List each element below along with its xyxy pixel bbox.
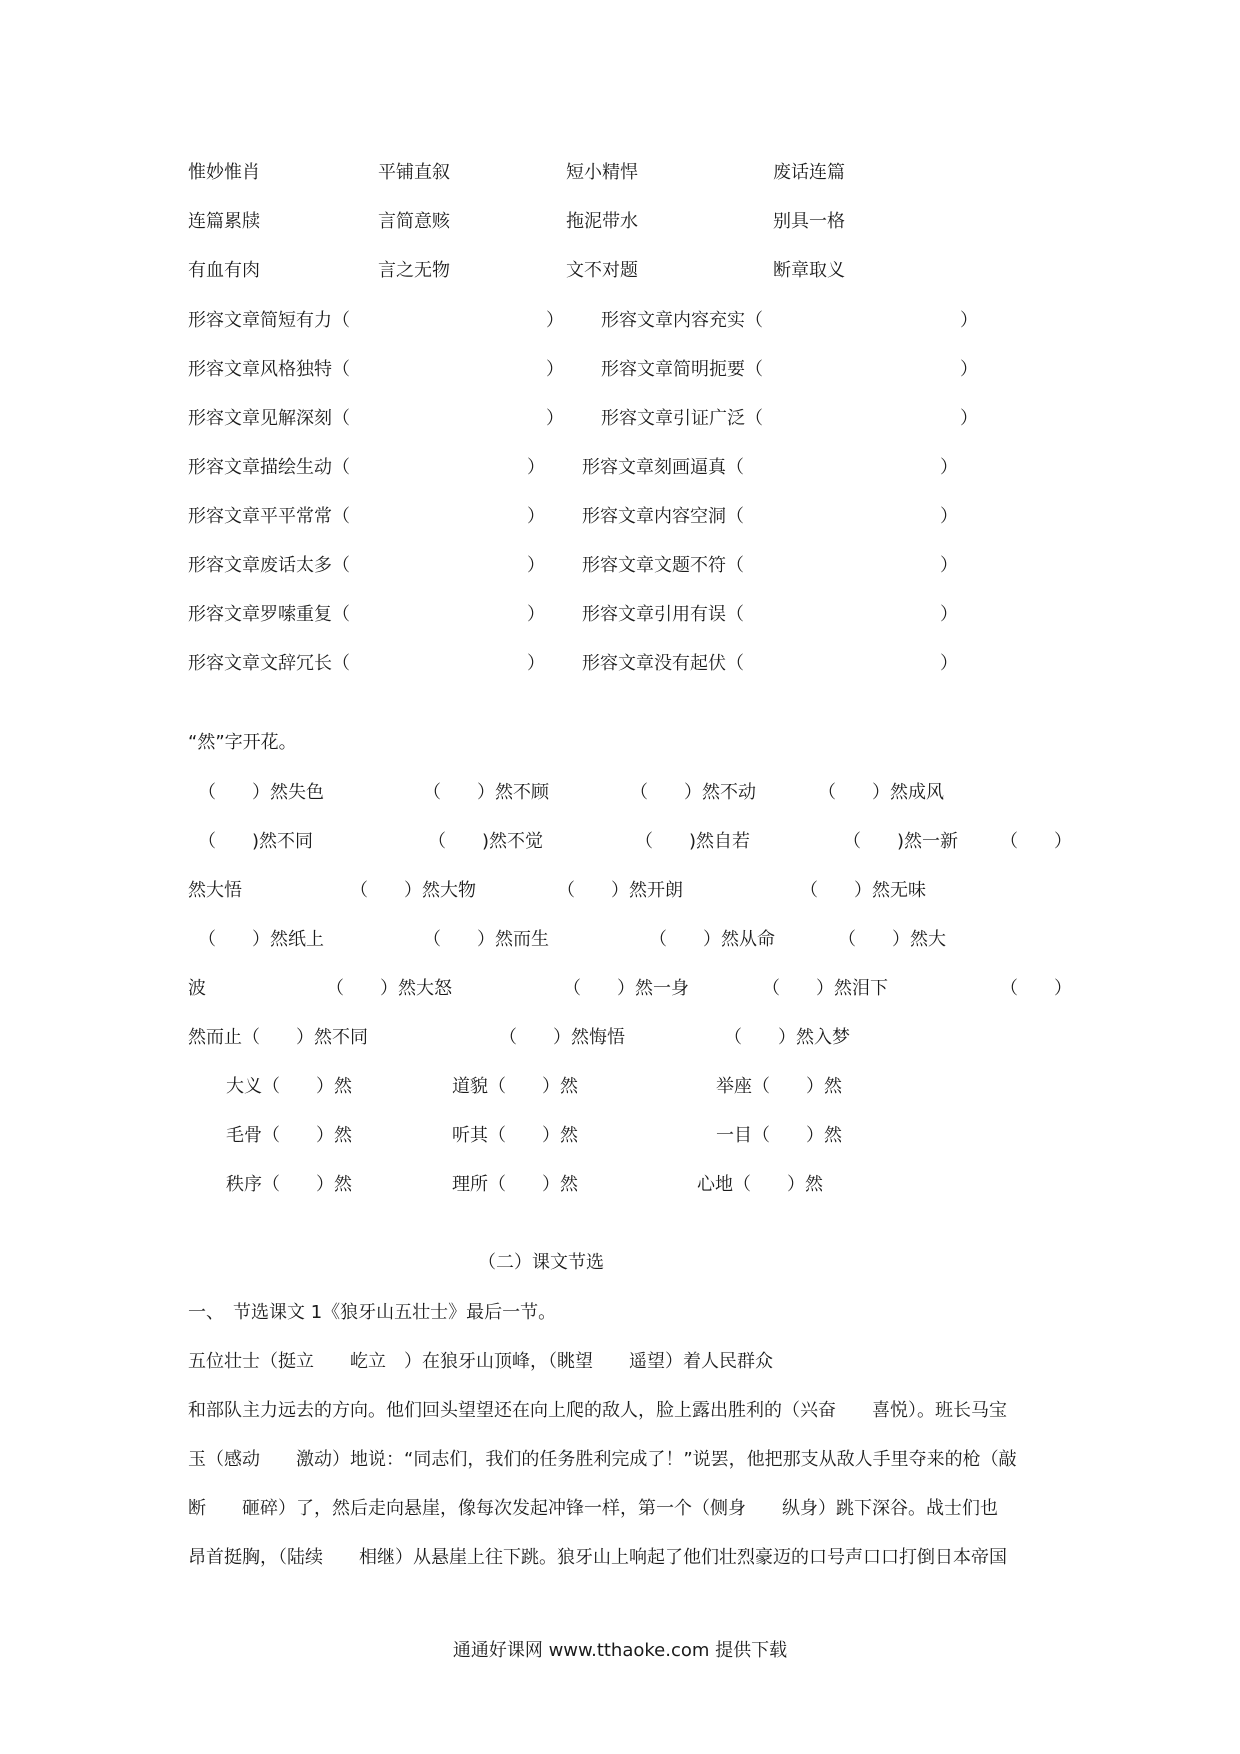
question-prompt: 形容文章文题不符（ (582, 555, 744, 576)
answer-blank-close[interactable]: ） (940, 555, 958, 576)
question-prompt: 形容文章内容充实（ (601, 310, 763, 331)
excerpt-line-5: 昂首挺胸，（陆续 相继）从悬崖上往下跳。狼牙山上响起了他们壮烈豪迈的口号声口口打倒日本帝国 (188, 1547, 1007, 1568)
question-prompt: 形容文章简短有力（ (188, 310, 350, 331)
fill-item[interactable]: （ )然不觉 (428, 831, 544, 852)
fill-item[interactable]: （ ）然无味 (800, 880, 926, 901)
fill-item[interactable]: 一目（ ）然 (716, 1125, 842, 1146)
question-prompt: 形容文章见解深刻（ (188, 408, 350, 429)
idiom-2-3: 拖泥带水 (566, 211, 638, 232)
fill-item[interactable]: （ ）然开朗 (557, 880, 683, 901)
page-footer: 通通好课网 www.tthaoke.com 提供下载 (452, 1640, 788, 1661)
question-prompt: 形容文章简明扼要（ (601, 359, 763, 380)
idiom-3-2: 言之无物 (378, 260, 450, 281)
fill-item[interactable]: （ ）然大物 (350, 880, 476, 901)
question-prompt: 形容文章描绘生动（ (188, 457, 350, 478)
fill-item[interactable]: （ ）然一身 (563, 978, 689, 999)
excerpt-line-4: 断 砸碎）了，然后走向悬崖，像每次发起冲锋一样，第一个（侧身 纵身）跳下深谷。战士们也 (188, 1498, 998, 1519)
answer-blank-close[interactable]: ） (546, 408, 564, 429)
fill-item[interactable]: （ ）然不动 (630, 782, 756, 803)
fill-item[interactable]: （ ）然而生 (423, 929, 549, 950)
fill-item[interactable]: （ ）然大 (838, 929, 946, 950)
answer-blank-close[interactable]: ） (527, 555, 545, 576)
answer-blank-close[interactable]: ） (940, 604, 958, 625)
excerpt-line-2: 和部队主力远去的方向。他们回头望望还在向上爬的敌人，脸上露出胜利的（兴奋 喜悦）。班长马宝 (188, 1400, 1007, 1421)
answer-blank-close[interactable]: ） (527, 604, 545, 625)
excerpt-line-1: 五位壮士（挺立 屹立 ）在狼牙山顶峰，（眺望 遥望）着人民群众 (188, 1351, 773, 1372)
fill-item[interactable]: 心地（ ）然 (697, 1174, 823, 1195)
fill-item: 然大悟 (188, 880, 242, 901)
fill-item[interactable]: （ ）然从命 (649, 929, 775, 950)
idiom-1-2: 平铺直叙 (378, 162, 450, 183)
fill-item[interactable]: 理所（ ）然 (452, 1174, 578, 1195)
question-prompt: 形容文章引证广泛（ (601, 408, 763, 429)
idiom-1-4: 废话连篇 (773, 162, 845, 183)
fill-item[interactable]: （ ）然失色 (198, 782, 324, 803)
fill-item[interactable]: 听其（ ）然 (452, 1125, 578, 1146)
fill-item[interactable]: 道貌（ ）然 (452, 1076, 578, 1097)
fill-item[interactable]: （ ） (1000, 831, 1072, 852)
answer-blank-close[interactable]: ） (527, 457, 545, 478)
question-prompt: 形容文章文辞冗长（ (188, 653, 350, 674)
answer-blank-close[interactable]: ） (940, 457, 958, 478)
fill-item[interactable]: 举座（ ）然 (716, 1076, 842, 1097)
question-prompt: 形容文章内容空洞（ (582, 506, 744, 527)
idiom-1-3: 短小精悍 (566, 162, 638, 183)
fill-item[interactable]: （ ）然大怒 (326, 978, 452, 999)
idiom-3-3: 文不对题 (566, 260, 638, 281)
fill-item[interactable]: （ ）然泪下 (762, 978, 888, 999)
question-prompt: 形容文章没有起伏（ (582, 653, 744, 674)
section-heading: （二）课文节选 (478, 1252, 604, 1273)
exercise-item: 一、 节选课文 1《狼牙山五壮士》最后一节。 (188, 1302, 557, 1323)
answer-blank-close[interactable]: ） (527, 653, 545, 674)
fill-item[interactable]: 毛骨（ ）然 (226, 1125, 352, 1146)
question-prompt: 形容文章风格独特（ (188, 359, 350, 380)
answer-blank-close[interactable]: ） (940, 506, 958, 527)
fill-item[interactable]: 然而止（ ）然不同 (188, 1027, 368, 1048)
answer-blank-close[interactable]: ） (940, 653, 958, 674)
idiom-2-2: 言简意赅 (378, 211, 450, 232)
fill-item[interactable]: （ ）然成风 (818, 782, 944, 803)
question-prompt: 形容文章废话太多（ (188, 555, 350, 576)
answer-blank-close[interactable]: ） (960, 408, 978, 429)
question-prompt: 形容文章罗嗦重复（ (188, 604, 350, 625)
excerpt-line-3: 玉（感动 激动）地说：“同志们，我们的任务胜利完成了！”说罢，他把那支从敌人手里夺来的枪（敲 (188, 1449, 1017, 1470)
fill-item[interactable]: 秩序（ ）然 (226, 1174, 352, 1195)
question-prompt: 形容文章刻画逼真（ (582, 457, 744, 478)
question-prompt: 形容文章引用有误（ (582, 604, 744, 625)
idiom-2-4: 别具一格 (773, 211, 845, 232)
section-title: “然”字开花。 (188, 732, 297, 753)
idiom-1-1: 惟妙惟肖 (188, 162, 260, 183)
answer-blank-close[interactable]: ） (960, 359, 978, 380)
fill-item[interactable]: 大义（ ）然 (226, 1076, 352, 1097)
question-prompt: 形容文章平平常常（ (188, 506, 350, 527)
answer-blank-close[interactable]: ） (527, 506, 545, 527)
fill-item[interactable]: （ ） (1000, 978, 1072, 999)
fill-item[interactable]: （ )然自若 (635, 831, 751, 852)
fill-item[interactable]: （ ）然悔悟 (499, 1027, 625, 1048)
fill-item[interactable]: （ ）然不顾 (423, 782, 549, 803)
answer-blank-close[interactable]: ） (546, 310, 564, 331)
idiom-3-1: 有血有肉 (188, 260, 260, 281)
fill-item[interactable]: （ ）然纸上 (198, 929, 324, 950)
fill-item: 波 (188, 978, 206, 999)
idiom-2-1: 连篇累牍 (188, 211, 260, 232)
answer-blank-close[interactable]: ） (546, 359, 564, 380)
idiom-3-4: 断章取义 (773, 260, 845, 281)
fill-item[interactable]: （ )然不同 (198, 831, 314, 852)
answer-blank-close[interactable]: ） (960, 310, 978, 331)
fill-item[interactable]: （ ）然入梦 (724, 1027, 850, 1048)
fill-item[interactable]: （ )然一新 (843, 831, 959, 852)
